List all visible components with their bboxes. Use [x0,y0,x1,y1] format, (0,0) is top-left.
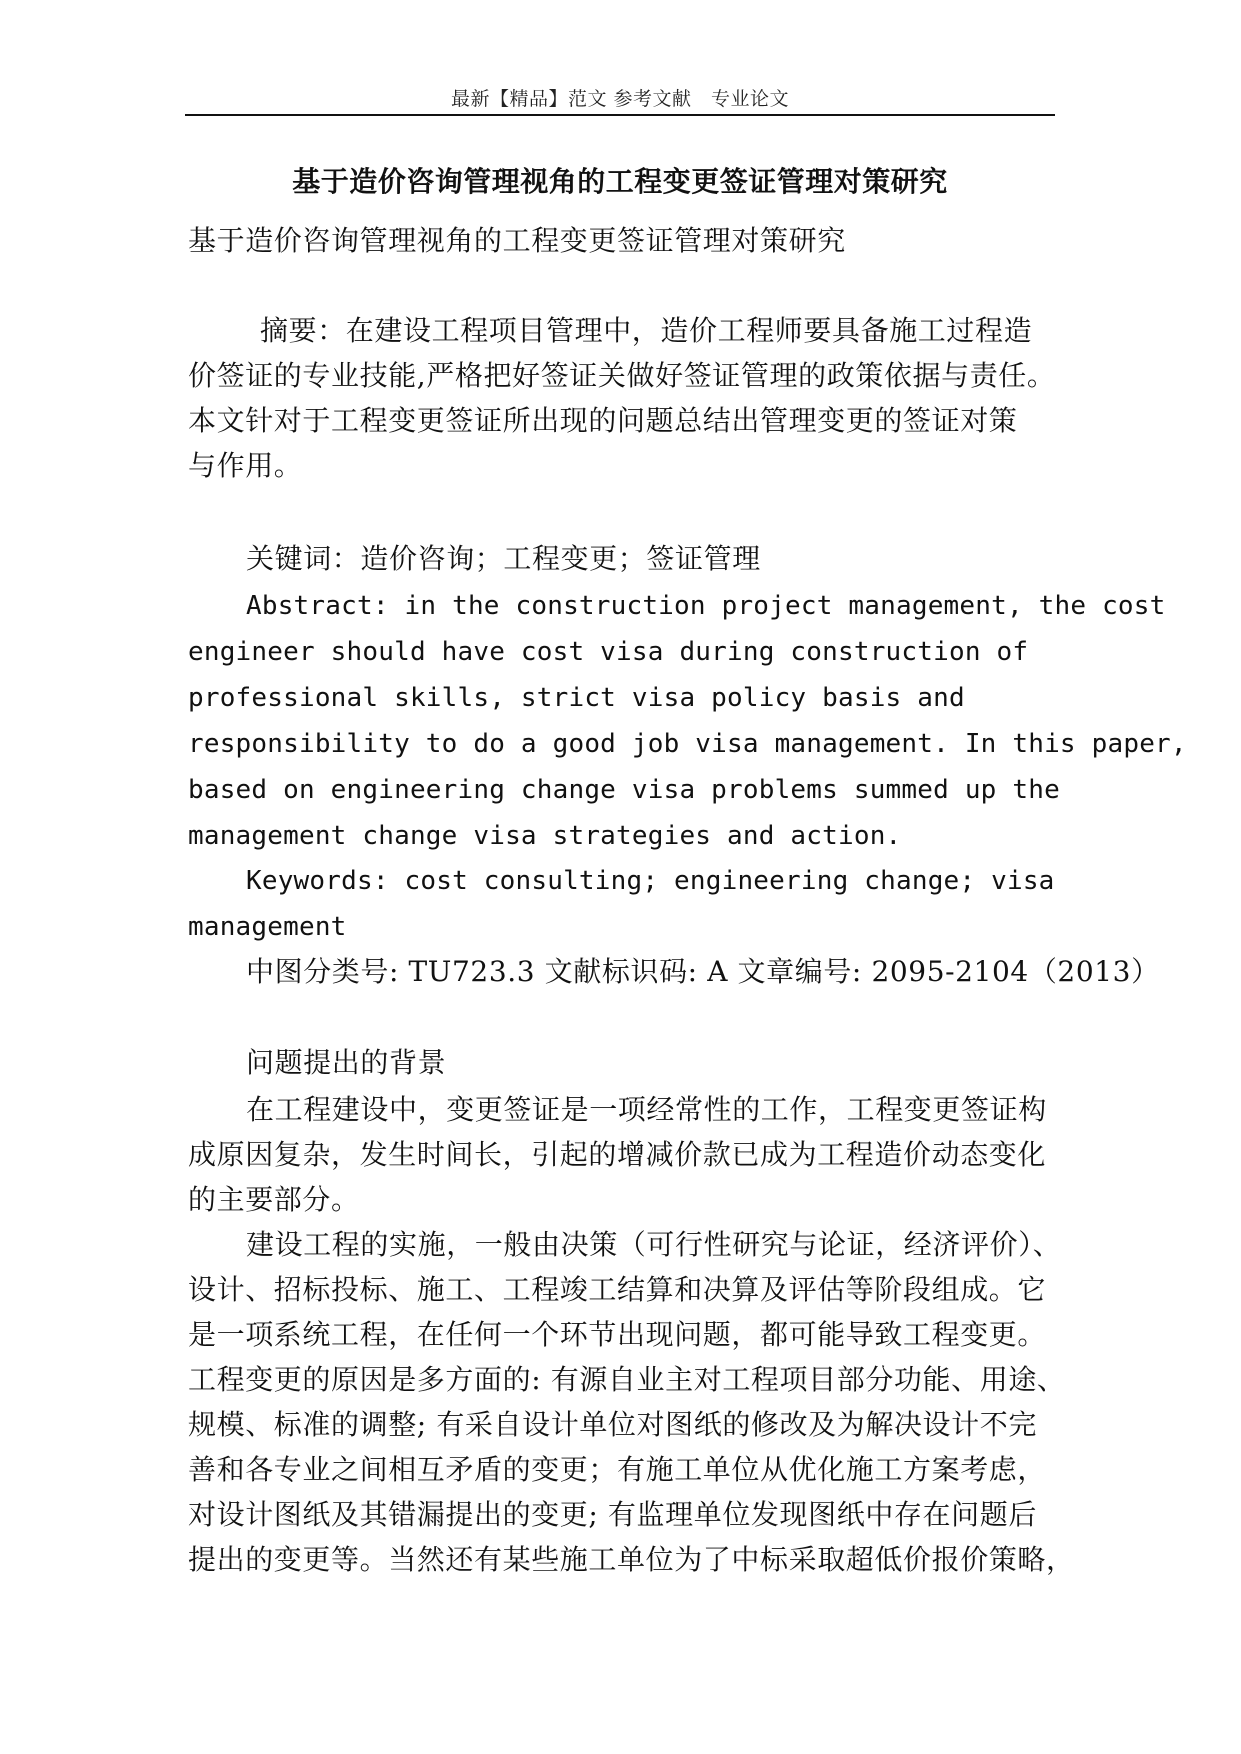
abstract-cn-line: 本文针对于工程变更签证所出现的问题总结出管理变更的签证对策 [188,404,1018,437]
paragraph-line: 成原因复杂，发生时间长，引起的增减价款已成为工程造价动态变化 [188,1138,1047,1171]
paragraph-line: 规模、标准的调整; 有采自设计单位对图纸的修改及为解决设计不完 [188,1408,1037,1441]
abstract-en-line: engineer should have cost visa during construction of [188,637,1029,667]
abstract-en-line: Abstract: in the construction project management, the cost [246,591,1166,621]
abstract-cn-line: 价签证的专业技能,严格把好签证关做好签证管理的政策依据与责任。 [188,359,1056,392]
paragraph-line: 提出的变更等。当然还有某些施工单位为了中标采取超低价报价策略， [188,1543,1075,1576]
paragraph-line: 建设工程的实施，一般由决策（可行性研究与论证，经济评价）、 [246,1228,1062,1261]
section-heading: 问题提出的背景 [246,1046,447,1079]
abstract-cn-line: 与作用。 [188,449,303,482]
abstract-en-line: responsibility to do a good job visa management. In this paper, [188,729,1187,759]
document-subtitle: 基于造价咨询管理视角的工程变更签证管理对策研究 [188,224,846,257]
keywords-en-line: management [188,912,347,942]
header-rule [185,114,1055,116]
abstract-cn-line: 摘要：在建设工程项目管理中，造价工程师要具备施工过程造 [260,314,1033,347]
keywords-en-line: Keywords: cost consulting; engineering change; visa [246,866,1055,896]
paragraph-line: 对设计图纸及其错漏提出的变更; 有监理单位发现图纸中存在问题后 [188,1498,1037,1531]
paragraph-line: 善和各专业之间相互矛盾的变更；有施工单位从优化施工方案考虑， [188,1453,1047,1486]
running-header: 最新【精品】范文 参考文献 专业论文 [450,88,790,110]
abstract-en-line: professional skills, strict visa policy basis and [188,683,965,713]
abstract-en-line: management change visa strategies and action. [188,821,902,851]
document-title: 基于造价咨询管理视角的工程变更签证管理对策研究 [292,165,948,198]
paragraph-line: 是一项系统工程，在任何一个环节出现问题，都可能导致工程变更。 [188,1318,1047,1351]
paragraph-line: 的主要部分。 [188,1183,360,1216]
paragraph-line: 在工程建设中，变更签证是一项经常性的工作，工程变更签证构 [246,1093,1047,1126]
paragraph-line: 设计、招标投标、施工、工程竣工结算和决算及评估等阶段组成。它 [188,1273,1047,1306]
classification-line: 中图分类号: TU723.3 文献标识码: A 文章编号: 2095-2104（2013） [246,955,1160,988]
paragraph-line: 工程变更的原因是多方面的: 有源自业主对工程项目部分功能、用途、 [188,1363,1066,1396]
abstract-en-line: based on engineering change visa problems summed up the [188,775,1060,805]
keywords-cn: 关键词：造价咨询；工程变更；签证管理 [246,542,761,575]
